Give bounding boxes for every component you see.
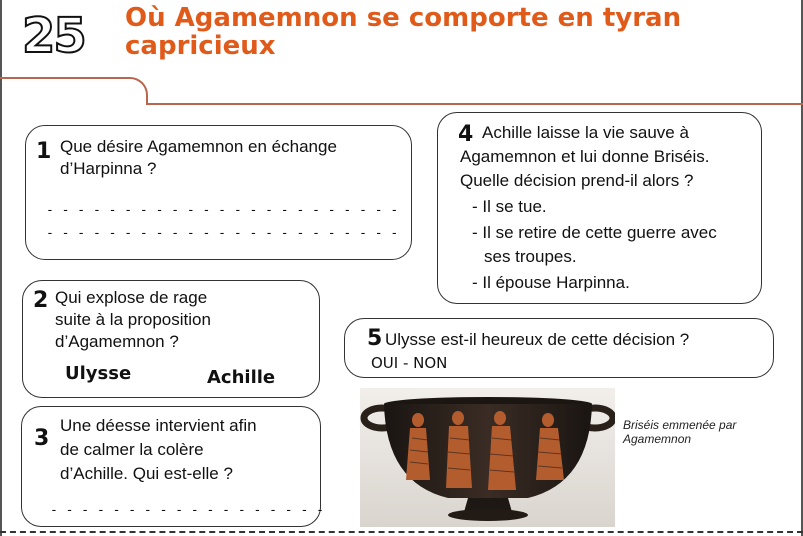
question-4-number: 4 [458,122,474,147]
question-3-line2: de calmer la colère [60,440,204,459]
question-3-line3: d’Achille. Qui est-elle ? [60,464,233,483]
question-5-answer-options[interactable]: OUI - NON [371,354,448,372]
question-1-box [25,125,412,260]
question-4-option-2[interactable]: - Il se retire de cette guerre avec [472,223,717,242]
header-rule-corner [124,77,148,105]
cut-line [0,531,803,533]
question-2-line3: d’Agamemnon ? [55,332,179,351]
question-4-option-3[interactable]: - Il épouse Harpinna. [472,273,630,292]
question-1-line2: d’Harpinna ? [60,159,157,178]
chapter-number: 25 [22,8,85,64]
question-3-line1: Une déesse intervient afin [60,416,257,435]
question-1-number: 1 [36,139,52,164]
question-2-line1: Qui explose de rage [55,288,208,307]
question-1-line1: Que désire Agamemnon en échange [60,137,337,156]
vase-photo [360,388,615,527]
kylix-vase-image [360,388,615,527]
chapter-title [125,4,765,60]
question-4-box [437,112,762,304]
question-4-line2: Agamemnon et lui donne Briséis. [460,147,710,166]
question-5-number: 5 [367,326,383,351]
question-4-line1: Achille laisse la vie sauve à [482,123,689,142]
chapter-title-line2: capricieux [125,31,276,61]
question-4-option-1[interactable]: - Il se tue. [472,197,547,216]
question-5-line1: Ulysse est-il heureux de cette décision ? [385,330,690,349]
chapter-title-line1: Où Agamemnon se comporte en tyran [125,3,682,33]
question-2-line2: suite à la proposition [55,310,211,329]
question-4-line3: Quelle décision prend-il alors ? [460,171,694,190]
question-4-option-2-cont: ses troupes. [484,247,577,266]
vase-caption-line1: Briséis emmenée par [623,418,737,432]
header-rule [0,77,126,79]
vase-caption [623,418,736,446]
question-5-box [344,318,774,378]
question-1-answer-line-2[interactable]: - - - - - - - - - - - - - - - - - - - - - - - [46,226,399,241]
question-1-answer-line-1[interactable]: - - - - - - - - - - - - - - - - - - - - - - - [46,203,399,218]
answer-option-achille[interactable]: Achille [207,367,276,388]
question-2-number: 2 [33,288,49,313]
vase-caption-line2: Agamemnon [623,432,692,446]
header-rule-long [146,103,803,105]
question-3-number: 3 [34,426,50,451]
answer-option-ulysse[interactable]: Ulysse [65,363,132,384]
page-frame-left [0,0,2,536]
question-3-box [21,406,324,527]
question-2-box [22,280,320,398]
question-3-answer-line[interactable]: - - - - - - - - - - - - - - - - - - [50,503,324,518]
